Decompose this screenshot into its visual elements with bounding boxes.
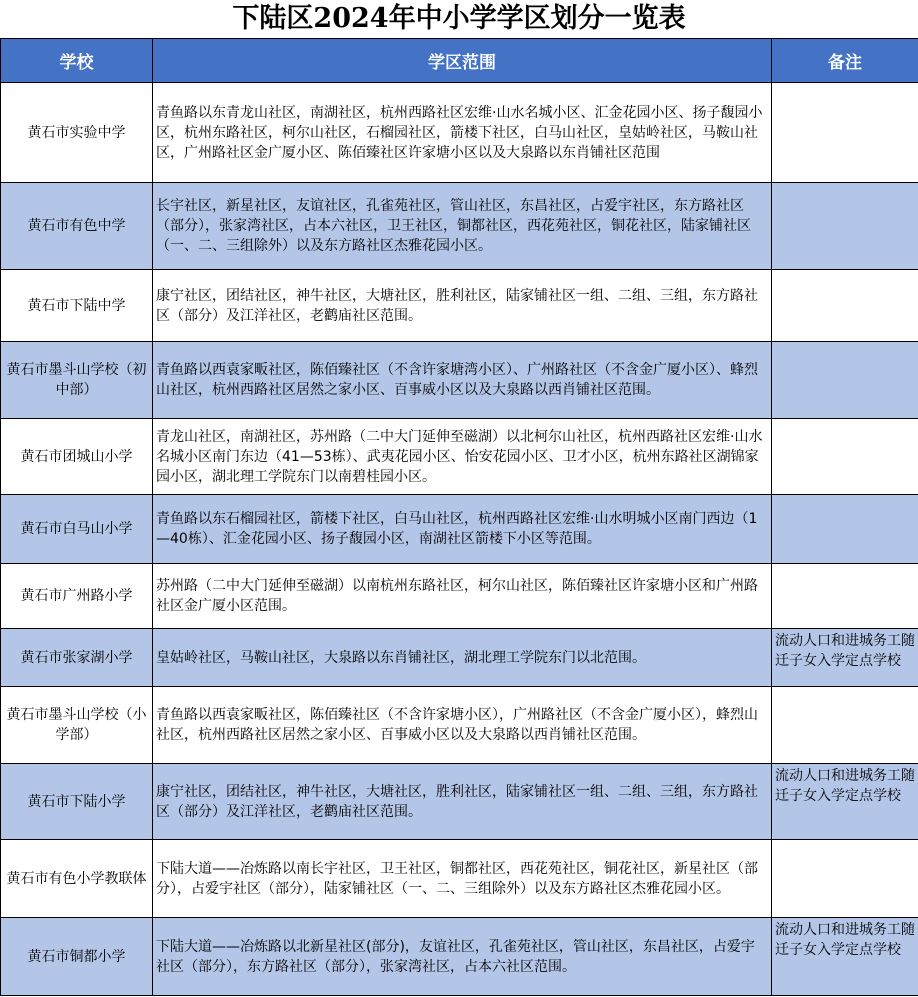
note-cell [772,419,918,495]
page-title: 下陆区2024年中小学学区划分一览表 [232,3,686,34]
area-cell: 青龙山社区，南湖社区，苏州路（二中大门延伸至磁湖）以北柯尔山社区，杭州西路社区宏维·山水名城小区南门东边（41—53栋）、武夷花园小区、怡安花园小区、卫才小区，杭州东路社区湖锦家园小区，湖北理工学院东门以南碧桂园小区。 [153,419,772,495]
table-row [1,629,918,687]
note-cell [772,495,918,564]
note-cell [772,687,918,764]
school-cell: 黄石市下陆中学 [1,270,153,342]
note-cell [772,83,918,183]
header-school: 学校 [1,39,153,83]
note-cell [772,270,918,342]
district-table [0,38,918,996]
area-cell: 康宁社区，团结社区，神牛社区，大塘社区，胜利社区，陆家铺社区一组、二组、三组，东方路社区（部分）及江洋社区，老鹳庙社区范围。 [153,270,772,342]
area-cell: 皇姑岭社区，马鞍山社区，大泉路以东肖铺社区，湖北理工学院东门以北范围。 [153,629,772,687]
table-row [1,918,918,996]
school-cell: 黄石市张家湖小学 [1,629,153,687]
note-cell [772,342,918,419]
note-cell [772,840,918,918]
area-cell: 下陆大道——冶炼路以北新星社区(部分)，友谊社区，孔雀苑社区，管山社区，东昌社区，占爱宇社区（部分），东方路社区（部分），张家湾社区，占本六社区范围。 [153,918,772,996]
table-row [1,83,918,183]
area-cell: 青鱼路以东石榴园社区，箭楼下社区，白马山社区，杭州西路社区宏维·山水明城小区南门西边（1—40栋）、汇金花园小区、扬子馥园小区，南湖社区箭楼下小区等范围。 [153,495,772,564]
school-cell: 黄石市实验中学 [1,83,153,183]
school-cell: 黄石市白马山小学 [1,495,153,564]
area-cell: 青鱼路以西袁家畈社区，陈佰臻社区（不含许家塘小区），广州路社区（不含金广厦小区），蜂烈山社区，杭州西路社区居然之家小区、百事威小区以及大泉路以西肖铺社区范围。 [153,687,772,764]
header-area: 学区范围 [153,39,772,83]
table-row [1,342,918,419]
area-cell: 下陆大道——冶炼路以南长宇社区，卫王社区，铜都社区，西花苑社区，铜花社区，新星社区（部分），占爱宇社区（部分），陆家铺社区（一、二、三组除外）以及东方路社区杰雅花园小区。 [153,840,772,918]
school-cell: 黄石市广州路小学 [1,564,153,629]
school-cell: 黄石市墨斗山学校（初中部） [1,342,153,419]
area-cell: 青鱼路以西袁家畈社区，陈佰臻社区（不含许家塘湾小区）、广州路社区（不含金广厦小区）、蜂烈山社区，杭州西路社区居然之家小区、百事威小区以及大泉路以西肖铺社区范围。 [153,342,772,419]
area-cell: 苏州路（二中大门延伸至磁湖）以南杭州东路社区，柯尔山社区，陈佰臻社区许家塘小区和广州路社区金广厦小区范围。 [153,564,772,629]
school-cell: 黄石市团城山小学 [1,419,153,495]
table-row [1,764,918,840]
school-cell: 黄石市有色小学教联体 [1,840,153,918]
school-cell: 黄石市铜都小学 [1,918,153,996]
area-cell: 长宇社区，新星社区，友谊社区，孔雀苑社区，管山社区，东昌社区，占爱宇社区，东方路社区（部分），张家湾社区，占本六社区，卫王社区，铜都社区，西花苑社区，铜花社区，陆家铺社区（一、二、三组除外）以及东方路社区杰雅花园小区。 [153,183,772,270]
table-row [1,270,918,342]
area-cell: 康宁社区，团结社区，神牛社区，大塘社区，胜利社区，陆家铺社区一组、二组、三组，东方路社区（部分）及江洋社区，老鹳庙社区范围。 [153,764,772,840]
table-row [1,564,918,629]
table-row [1,419,918,495]
school-cell: 黄石市有色中学 [1,183,153,270]
note-cell [772,564,918,629]
school-cell: 黄石市下陆小学 [1,764,153,840]
note-cell [772,183,918,270]
table-row [1,495,918,564]
note-cell: 流动人口和进城务工随迁子女入学定点学校 [772,764,918,840]
header-row [1,39,918,83]
table-row [1,840,918,918]
header-note: 备注 [772,39,918,83]
note-cell: 流动人口和进城务工随迁子女入学定点学校 [772,629,918,687]
table-row [1,183,918,270]
note-cell: 流动人口和进城务工随迁子女入学定点学校 [772,918,918,996]
area-cell: 青鱼路以东青龙山社区，南湖社区，杭州西路社区宏维·山水名城小区、汇金花园小区、扬子馥园小区，杭州东路社区，柯尔山社区，石榴园社区，箭楼下社区，白马山社区，皇姑岭社区，马鞍山社区，广州路社区金广厦小区、陈佰臻社区许家塘小区以及大泉路以东肖铺社区范围 [153,83,772,183]
table-row [1,687,918,764]
school-cell: 黄石市墨斗山学校（小学部） [1,687,153,764]
